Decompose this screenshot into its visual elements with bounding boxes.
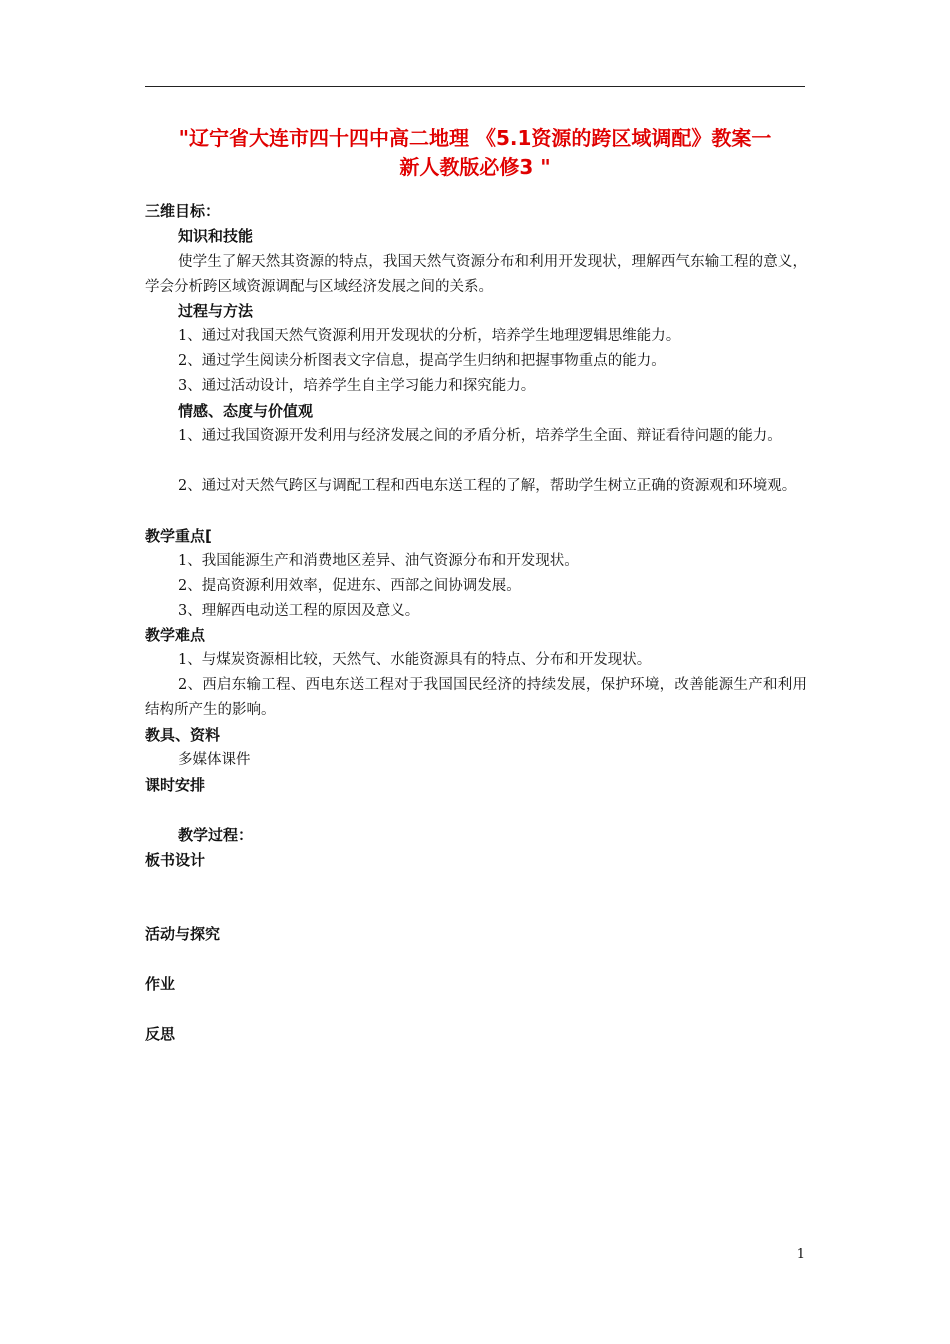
- process-method-heading: 过程与方法: [178, 302, 254, 320]
- attitude-item-1: 1、通过我国资源开发利用与经济发展之间的矛盾分析，培养学生全面、辩证看待问题的能力。: [178, 428, 782, 444]
- process-item-1: 1、通过对我国天然气资源利用开发现状的分析，培养学生地理逻辑思维能力。: [178, 328, 681, 344]
- knowledge-heading: 知识和技能: [178, 227, 254, 245]
- attitude-heading: 情感、态度与价值观: [178, 402, 314, 420]
- page-number: 1: [796, 1247, 805, 1262]
- document-title-line-1: "辽宁省大连市四十四中高二地理 《5.1资源的跨区域调配》教案一: [178, 126, 772, 150]
- header-rule: [145, 86, 805, 87]
- process-item-2: 2、通过学生阅读分析图表文字信息，提高学生归纳和把握事物重点的能力。: [178, 353, 666, 369]
- difficulty-item-1: 1、与煤炭资源相比较，天然气、水能资源具有的特点、分布和开发现状。: [178, 652, 652, 668]
- teaching-process-heading: 教学过程：: [178, 826, 254, 844]
- knowledge-text: 使学生了解天然其资源的特点，我国天然气资源分布和利用开发现状，理解西气东输工程的意义，学会分析跨区域资源调配与区域经济发展之间的关系。: [145, 254, 807, 295]
- key-point-item-3: 3、理解西电动送工程的原因及意义。: [178, 603, 420, 619]
- key-point-item-1: 1、我国能源生产和消费地区差异、油气资源分布和开发现状。: [178, 553, 579, 569]
- schedule-heading: 课时安排: [145, 776, 206, 794]
- difficulty-item-2: 2、西启东输工程、西电东送工程对于我国国民经济的持续发展，保护环境，改善能源生产和利用结构所产生的影响。: [145, 677, 807, 718]
- materials-heading: 教具、资料: [145, 726, 221, 744]
- process-item-3: 3、通过活动设计，培养学生自主学习能力和探究能力。: [178, 378, 536, 394]
- attitude-item-2: 2、通过对天然气跨区与调配工程和西电东送工程的了解，帮助学生树立正确的资源观和环境观。: [178, 478, 797, 494]
- document-title-line-2: 新人教版必修3 ": [399, 155, 551, 179]
- homework-heading: 作业: [145, 975, 176, 993]
- materials-text: 多媒体课件: [178, 752, 251, 768]
- reflection-heading: 反思: [145, 1025, 176, 1043]
- difficulties-heading: 教学难点: [145, 626, 206, 644]
- key-points-heading: 教学重点[: [145, 527, 212, 545]
- key-point-item-2: 2、提高资源利用效率，促进东、西部之间协调发展。: [178, 578, 521, 594]
- board-design-heading: 板书设计: [145, 851, 206, 869]
- activity-heading: 活动与探究: [145, 925, 221, 943]
- goals-heading: 三维目标：: [145, 202, 221, 220]
